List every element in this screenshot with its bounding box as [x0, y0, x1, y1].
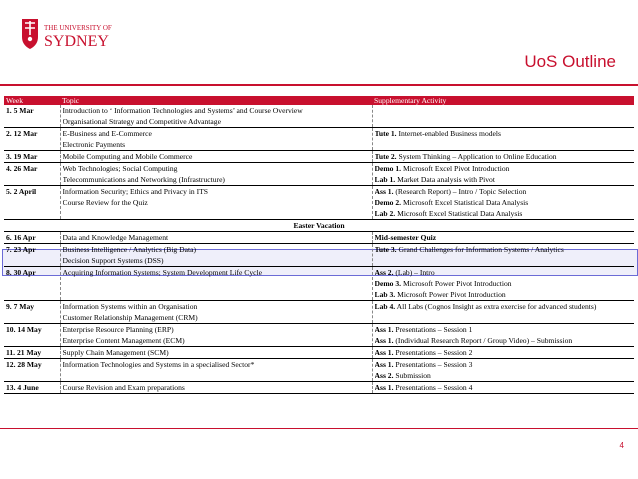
topic-line: Information Systems within an Organisation [62, 302, 198, 311]
topic-line: Supply Chain Management (SCM) [62, 348, 169, 357]
topic-cell [60, 128, 372, 151]
activity-cell [372, 244, 634, 267]
week-cell: 3. 19 Mar [4, 151, 60, 163]
activity-cell [372, 163, 634, 186]
column-header-topic: Topic [60, 96, 372, 105]
table-row [4, 232, 634, 244]
topic-cell [60, 324, 372, 347]
footer-divider [0, 428, 638, 429]
topic-line: Enterprise Resource Planning (ERP) [62, 325, 174, 334]
topic-cell [60, 382, 372, 394]
activity-line: Tute 1. Internet-enabled Business models [374, 129, 501, 138]
topic-cell [60, 244, 372, 267]
activity-line: Ass 1. (Individual Research Report / Group Video) – Submission [374, 336, 573, 345]
activity-cell [372, 382, 634, 394]
table-row [4, 220, 634, 232]
activity-line: Demo 1. Microsoft Excel Pivot Introduction [374, 164, 510, 173]
week-cell: 7. 23 Apr [4, 244, 60, 267]
topic-line: Introduction to ‘ Information Technologies and Systems’ and Course Overview [62, 106, 303, 115]
activity-line: Ass 2. (Lab) – Intro [374, 268, 435, 277]
table-header-row [4, 96, 634, 105]
activity-cell [372, 232, 634, 244]
topic-line: Information Technologies and Systems in a specialised Sector* [62, 360, 255, 369]
activity-line: Lab 1. Market Data analysis with Pivot [374, 175, 495, 184]
activity-line: Ass 1. Presentations – Session 2 [374, 348, 473, 357]
activity-line: Ass 2. Submission [374, 371, 431, 380]
topic-line: Enterprise Content Management (ECM) [62, 336, 185, 345]
activity-cell [372, 128, 634, 151]
week-cell: 2. 12 Mar [4, 128, 60, 151]
topic-line: Organisational Strategy and Competitive Advantage [62, 117, 221, 126]
logo-line2: SYDNEY [44, 33, 109, 50]
topic-line: Data and Knowledge Management [62, 233, 169, 242]
activity-line: Ass 1. Presentations – Session 3 [374, 360, 473, 369]
topic-cell [60, 186, 372, 220]
header-divider [0, 84, 638, 86]
table-row [4, 105, 634, 128]
week-cell: 6. 16 Apr [4, 232, 60, 244]
week-cell: 4. 26 Mar [4, 163, 60, 186]
topic-cell [60, 267, 372, 301]
activity-line: Lab 2. Microsoft Excel Statistical Data Analysis [374, 209, 523, 218]
week-cell: 9. 7 May [4, 301, 60, 324]
activity-cell [372, 359, 634, 382]
week-cell: 5. 2 April [4, 186, 60, 220]
topic-line: Business Intelligence / Analytics (Big Data) [62, 245, 196, 254]
topic-line: Course Review for the Quiz [62, 198, 148, 207]
topic-line: Mobile Computing and Mobile Commerce [62, 152, 193, 161]
topic-cell [60, 163, 372, 186]
topic-line: Web Technologies; Social Computing [62, 164, 178, 173]
topic-cell [60, 232, 372, 244]
activity-line: Demo 3. Microsoft Power Pivot Introduction [374, 279, 512, 288]
table-row [4, 163, 634, 186]
topic-cell [60, 347, 372, 359]
topic-line: Telecommunications and Networking (Infrastructure) [62, 175, 225, 184]
table-row [4, 244, 634, 267]
activity-line: Lab 3. Microsoft Power Pivot Introduction [374, 290, 506, 299]
table-row [4, 186, 634, 220]
activity-line: Ass 1. Presentations – Session 1 [374, 325, 473, 334]
activity-line: Demo 2. Microsoft Excel Statistical Data Analysis [374, 198, 529, 207]
table-row [4, 301, 634, 324]
easter-vacation-label: Easter Vacation [4, 220, 634, 232]
activity-cell [372, 301, 634, 324]
week-cell: 8. 30 Apr [4, 267, 60, 301]
topic-line: Information Security; Ethics and Privacy in ITS [62, 187, 209, 196]
activity-cell [372, 105, 634, 128]
page-number: 4 [619, 441, 624, 450]
table-row [4, 359, 634, 382]
topic-line: Acquiring Information Systems; System Development Life Cycle [62, 268, 263, 277]
topic-line: E-Business and E-Commerce [62, 129, 152, 138]
topic-cell [60, 151, 372, 163]
activity-line: Ass 1. Presentations – Session 4 [374, 383, 473, 392]
table-row [4, 267, 634, 301]
column-header-activity: Supplementary Activity [372, 96, 634, 105]
page-title: UoS Outline [524, 52, 616, 71]
activity-line: Lab 4. All Labs (Cognos Insight as extra exercise for advanced students) [374, 302, 597, 311]
table-row [4, 128, 634, 151]
topic-cell [60, 301, 372, 324]
topic-line: Electronic Payments [62, 140, 126, 149]
week-cell: 12. 28 May [4, 359, 60, 382]
activity-cell [372, 151, 634, 163]
activity-line: Tute 3. Grand Challenges for Information Systems / Analytics [374, 245, 564, 254]
course-outline-table [4, 96, 634, 394]
table-row [4, 324, 634, 347]
week-cell: 10. 14 May [4, 324, 60, 347]
topic-cell [60, 105, 372, 128]
topic-cell [60, 359, 372, 382]
topic-line: Course Revision and Exam preparations [62, 383, 185, 392]
topic-line: Decision Support Systems (DSS) [62, 256, 164, 265]
activity-line: Mid-semester Quiz [374, 233, 437, 242]
table-row [4, 347, 634, 359]
week-cell: 1. 5 Mar [4, 105, 60, 128]
activity-cell [372, 186, 634, 220]
activity-cell [372, 347, 634, 359]
logo-line1: THE UNIVERSITY OF [44, 24, 112, 32]
university-logo [20, 17, 132, 53]
activity-cell [372, 324, 634, 347]
column-header-week: Week [4, 96, 60, 105]
topic-line: Customer Relationship Management (CRM) [62, 313, 198, 322]
activity-line: Tute 2. System Thinking – Application to Online Education [374, 152, 557, 161]
week-cell: 11. 21 May [4, 347, 60, 359]
week-cell: 13. 4 June [4, 382, 60, 394]
table-row [4, 382, 634, 394]
activity-line: Ass 1. (Research Report) – Intro / Topic Selection [374, 187, 527, 196]
table-row [4, 151, 634, 163]
activity-cell [372, 267, 634, 301]
